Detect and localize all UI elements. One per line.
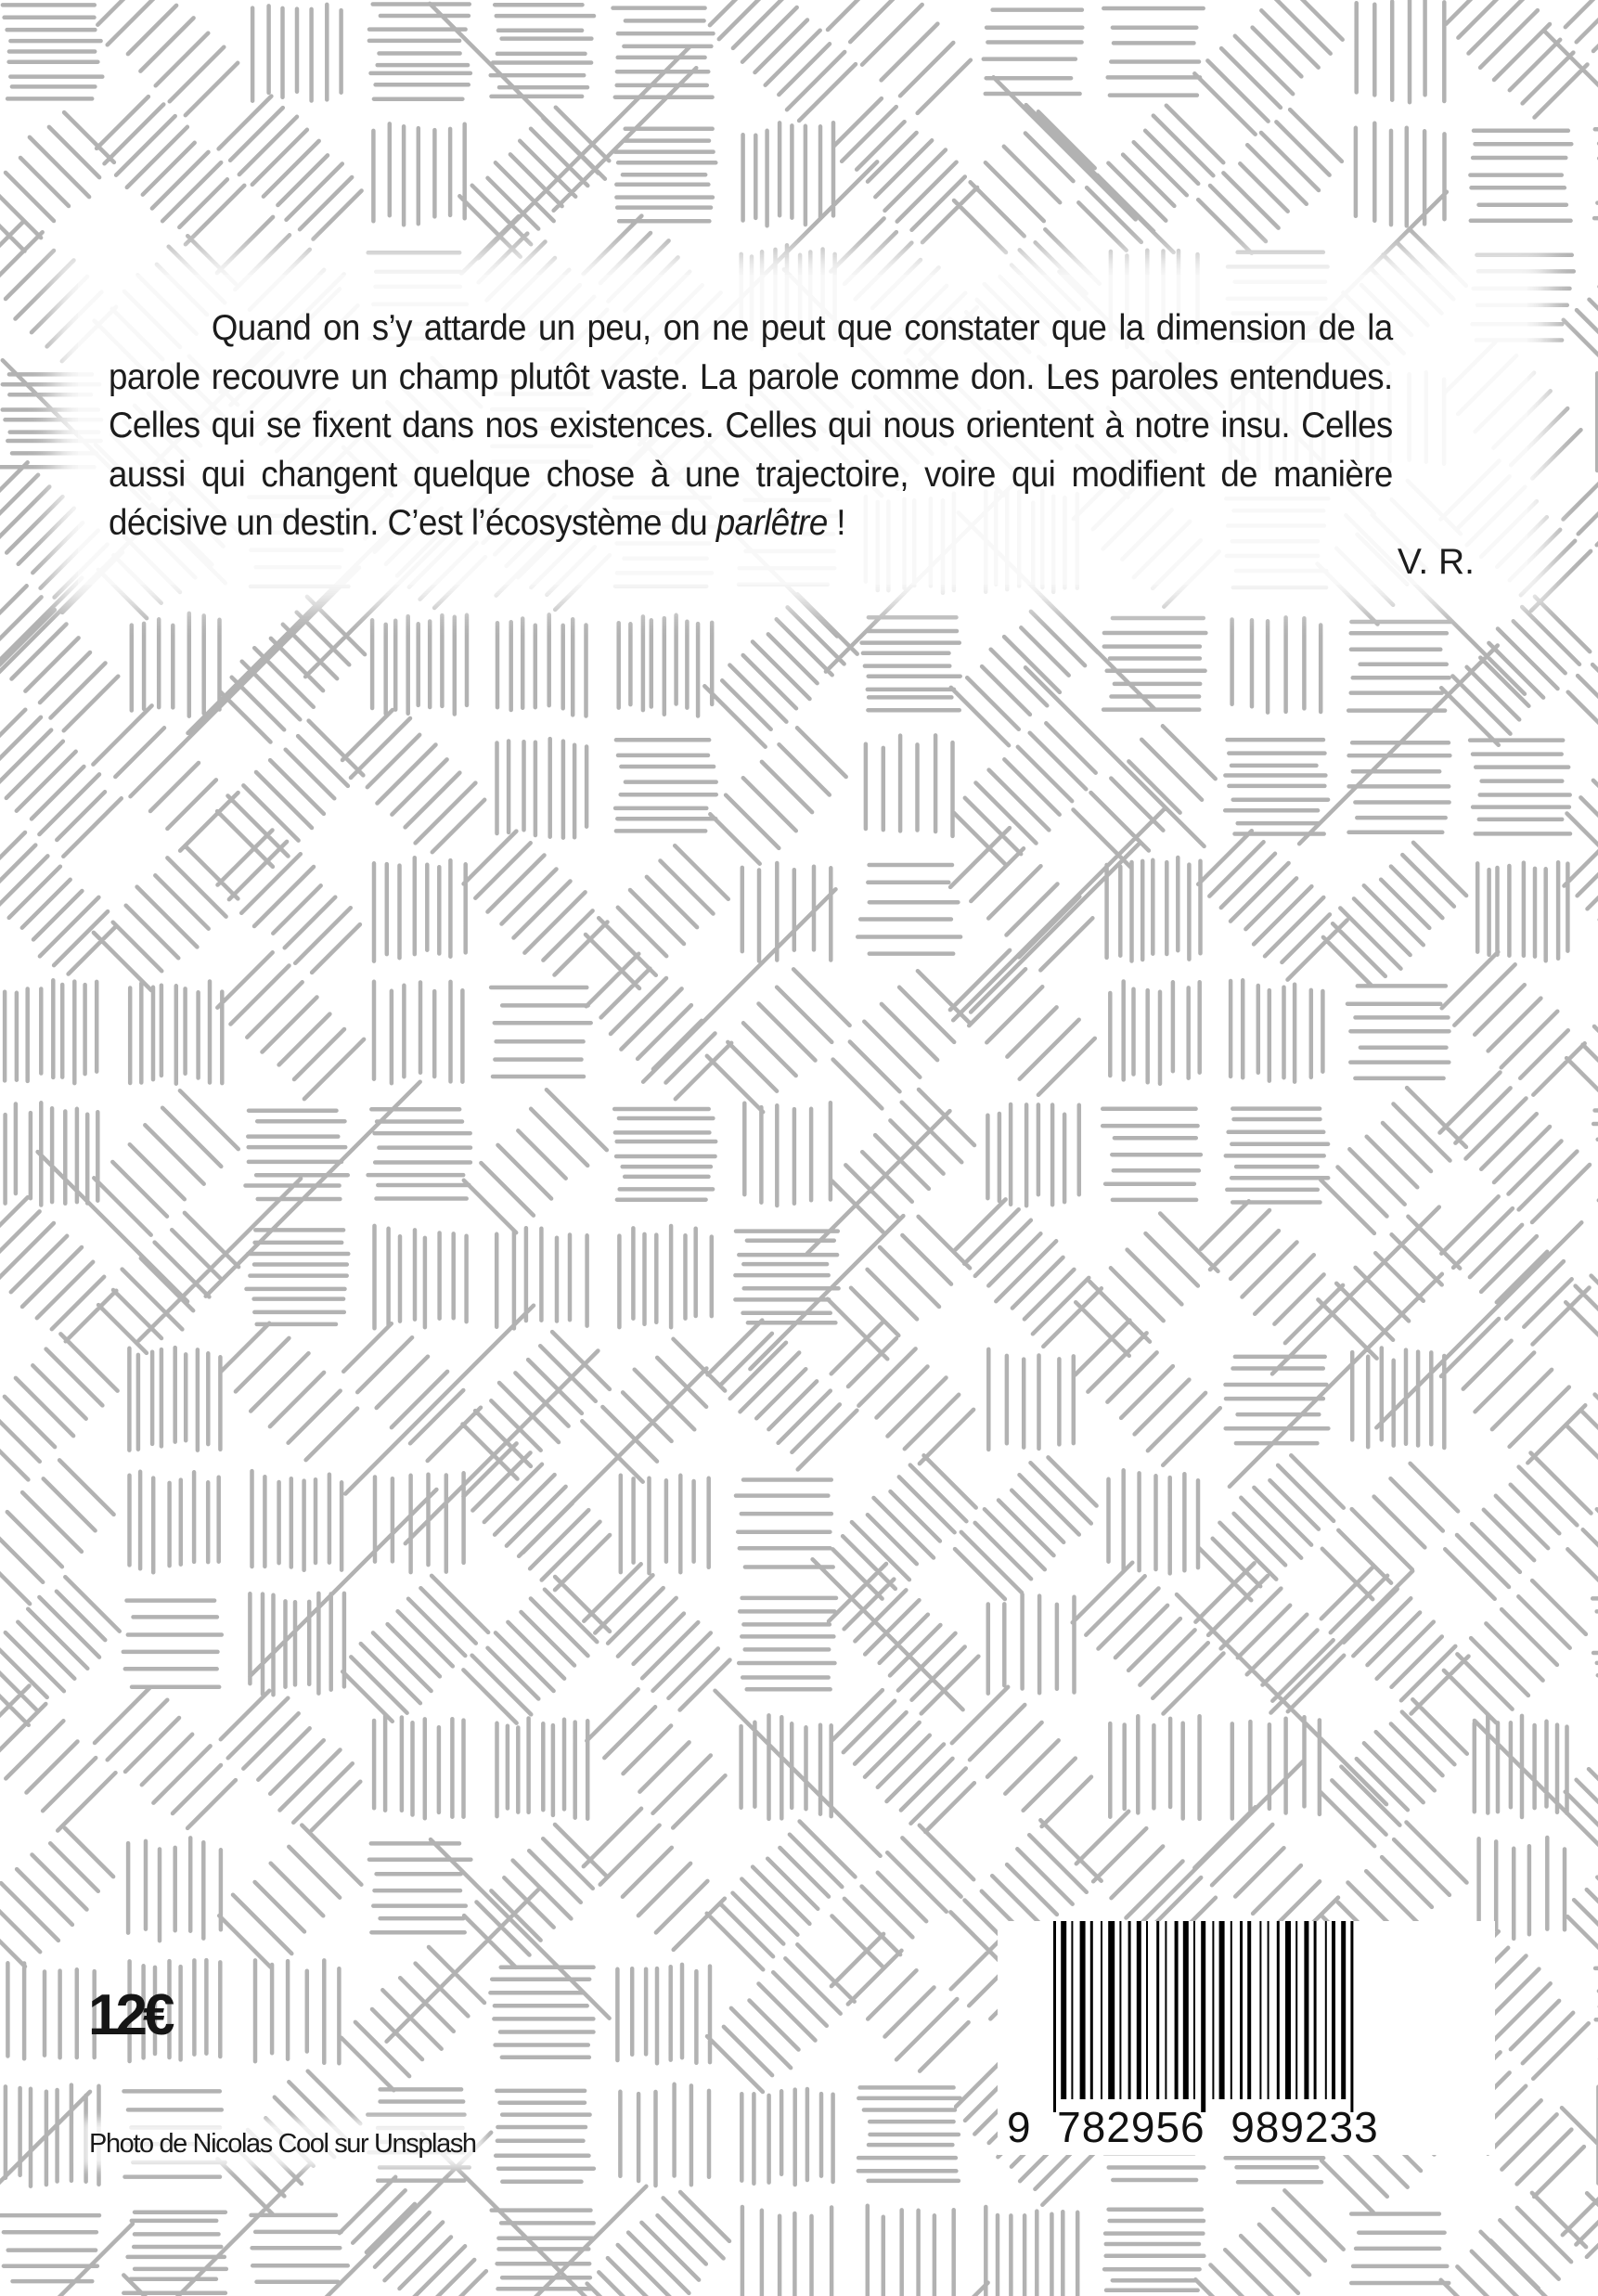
barcode-bar — [1137, 1921, 1141, 2099]
barcode-bar — [1240, 1921, 1243, 2099]
barcode-bar — [1071, 1921, 1073, 2099]
barcode-bar — [1295, 1921, 1297, 2099]
barcode-bar — [1259, 1921, 1261, 2099]
barcode-bar — [1193, 1921, 1195, 2099]
barcode-bar — [1156, 1921, 1159, 2099]
barcode-bar — [1108, 1921, 1115, 2099]
barcode-bar — [1325, 1921, 1327, 2099]
barcode-bar — [1247, 1921, 1251, 2099]
barcode-bar — [1219, 1921, 1225, 2099]
barcode-bar — [1080, 1921, 1086, 2099]
barcode-bar — [1314, 1921, 1317, 2099]
barcode-bar — [1128, 1921, 1131, 2099]
barcode-bar — [1268, 1921, 1269, 2099]
barcode-bar — [1183, 1921, 1189, 2099]
barcode-bar — [1341, 1921, 1346, 2099]
barcode-bar — [1304, 1921, 1308, 2099]
barcode-bar — [1061, 1921, 1066, 2099]
barcode-bar — [1277, 1921, 1280, 2099]
blurb-italic-word: parlêtre — [715, 503, 828, 543]
barcode-bar — [1350, 1921, 1353, 2112]
author-initials: V. R. — [1397, 542, 1475, 582]
barcode-bar — [1053, 1921, 1056, 2112]
barcode-bar — [1146, 1921, 1148, 2099]
isbn-barcode — [998, 1921, 1495, 2155]
blurb-ending: ! — [827, 503, 845, 543]
barcode-bar — [1175, 1921, 1179, 2099]
barcode-bar — [1119, 1921, 1121, 2099]
barcode-bar — [1332, 1921, 1335, 2099]
barcode-bar — [1212, 1921, 1214, 2099]
isbn-number: 9 782956 989233 — [1007, 2103, 1379, 2151]
barcode-bar — [1201, 1921, 1205, 2112]
photo-credit: Photo de Nicolas Cool sur Unsplash — [89, 2129, 476, 2159]
blurb-text: Quand on s’y attarde un peu, on ne peut que constater que la dimension de la parole recouvre un champ plutôt vaste. La parole comme don. Les paroles entendues. Celles qui se fixent dans nos existences. Celles qui nous orientent à notre insu. Celles aussi qui changent quelque chose à une trajectoire, voire qui modifient de manière décisive un destin. C’est l’écosystème du — [109, 308, 1393, 543]
back-cover-blurb — [109, 304, 1393, 548]
barcode-bar — [1285, 1921, 1291, 2099]
price-label: 12€ — [88, 1983, 171, 2047]
barcode-bar — [1101, 1921, 1102, 2099]
barcode-bar — [1231, 1921, 1232, 2099]
barcode-bar — [1090, 1921, 1093, 2099]
barcode-bar — [1165, 1921, 1166, 2099]
